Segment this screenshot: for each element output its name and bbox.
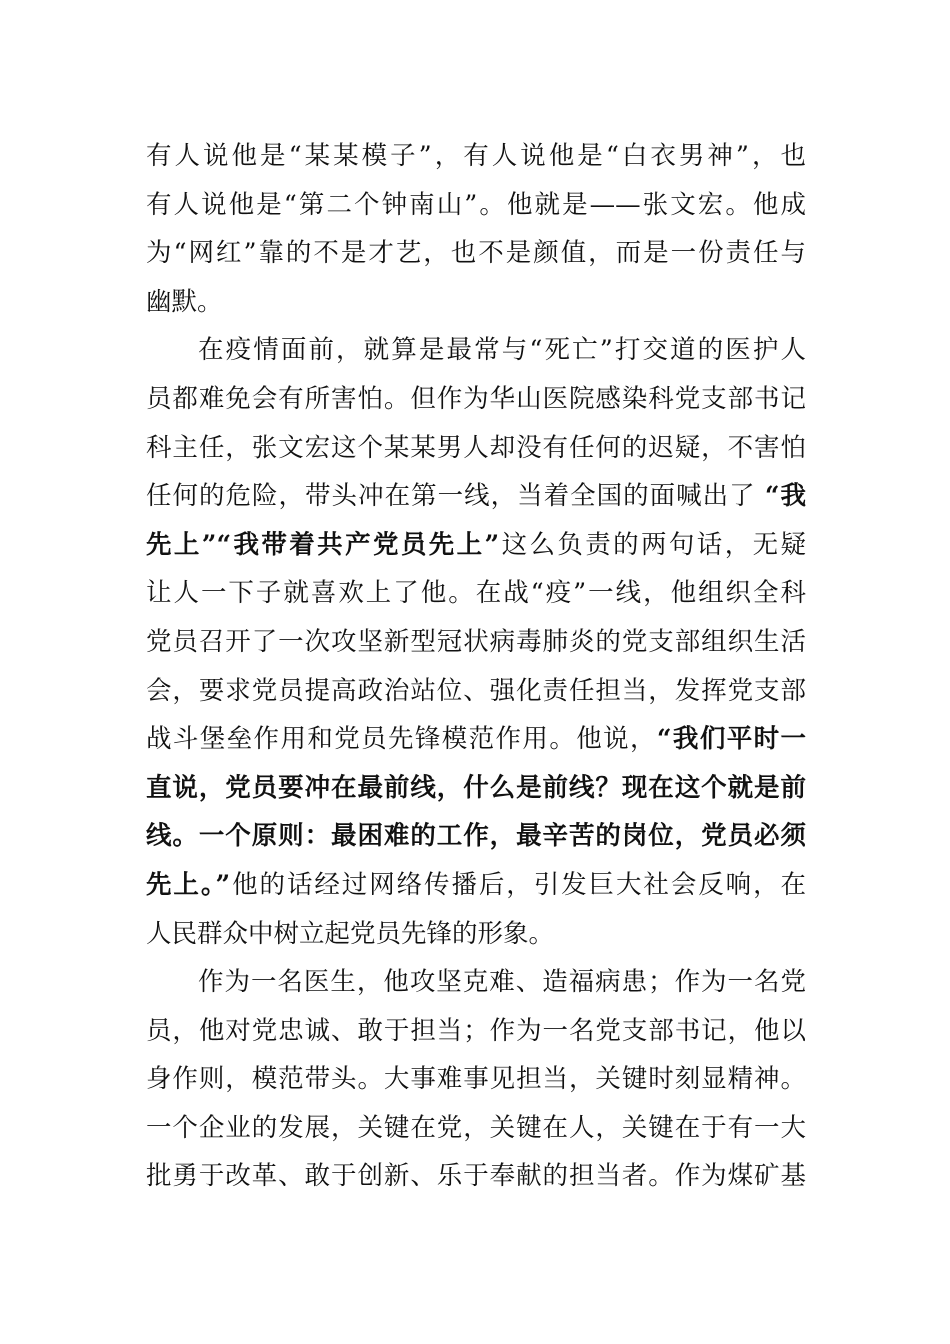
text-line: 批勇于改革、敢于创新、乐于奉献的担当者。作为煤矿基	[146, 1161, 806, 1192]
text-line	[146, 812, 806, 861]
text-line: 作为一名医生，他攻坚克难、造福病患；作为一名党	[198, 967, 806, 998]
bold-quote: 先上”“我带着共产党员先上”	[146, 529, 500, 560]
text-span: 这么负责的两句话，无疑	[499, 529, 806, 560]
text-line: 人民群众中树立起党员先锋的形象。	[146, 918, 555, 949]
text-span: 他的话经过网络传播后，引发巨大社会反响，在	[230, 869, 806, 900]
text-line: 会，要求党员提高政治站位、强化责任担当，发挥党支部	[146, 675, 806, 706]
text-line: 一个企业的发展，关键在党，关键在人，关键在于有一大	[146, 1112, 806, 1143]
text-line	[146, 861, 806, 910]
text-line: 在疫情面前，就算是最常与“死亡”打交道的医护人	[198, 335, 806, 366]
bold-quote: 直说，党员要冲在最前线，什么是前线？现在这个就是前	[146, 772, 806, 803]
text-line: 身作则，模范带头。大事难事见担当，关键时刻显精神。	[146, 1064, 806, 1095]
text-span: 任何的危险，带头冲在第一线，当着全国的面喊出了	[146, 481, 756, 512]
text-line: 有人说他是“第二个钟南山”。他就是——张文宏。他成	[146, 189, 806, 220]
bold-quote: “我	[764, 481, 807, 512]
text-line	[146, 472, 806, 521]
text-line: 党员召开了一次攻坚新型冠状病毒肺炎的党支部组织生活	[146, 626, 806, 657]
text-line: 员，他对党忠诚、敢于担当；作为一名党支部书记，他以	[146, 1015, 806, 1046]
text-line: 员都难免会有所害怕。但作为华山医院感染科党支部书记	[146, 383, 806, 414]
text-line	[146, 521, 806, 570]
text-line	[146, 715, 806, 764]
bold-quote: 先上。”	[146, 869, 231, 900]
text-line: 有人说他是“某某模子”，有人说他是“白衣男神”，也	[146, 141, 806, 171]
text-line: 为“网红”靠的不是才艺，也不是颜值，而是一份责任与	[146, 238, 806, 269]
text-line	[146, 764, 806, 813]
bold-quote: “我们平时一	[656, 724, 806, 755]
text-line: 幽默。	[146, 286, 223, 317]
text-line: 科主任，张文宏这个某某男人却没有任何的迟疑，不害怕	[146, 432, 806, 463]
bold-quote: 线。一个原则：最困难的工作，最辛苦的岗位，党员必须	[146, 821, 806, 852]
text-span: 战斗堡垒作用和党员先锋模范作用。他说，	[146, 724, 657, 755]
text-line: 让人一下子就喜欢上了他。在战“疫”一线，他组织全科	[146, 578, 806, 609]
document-body	[146, 132, 806, 1201]
